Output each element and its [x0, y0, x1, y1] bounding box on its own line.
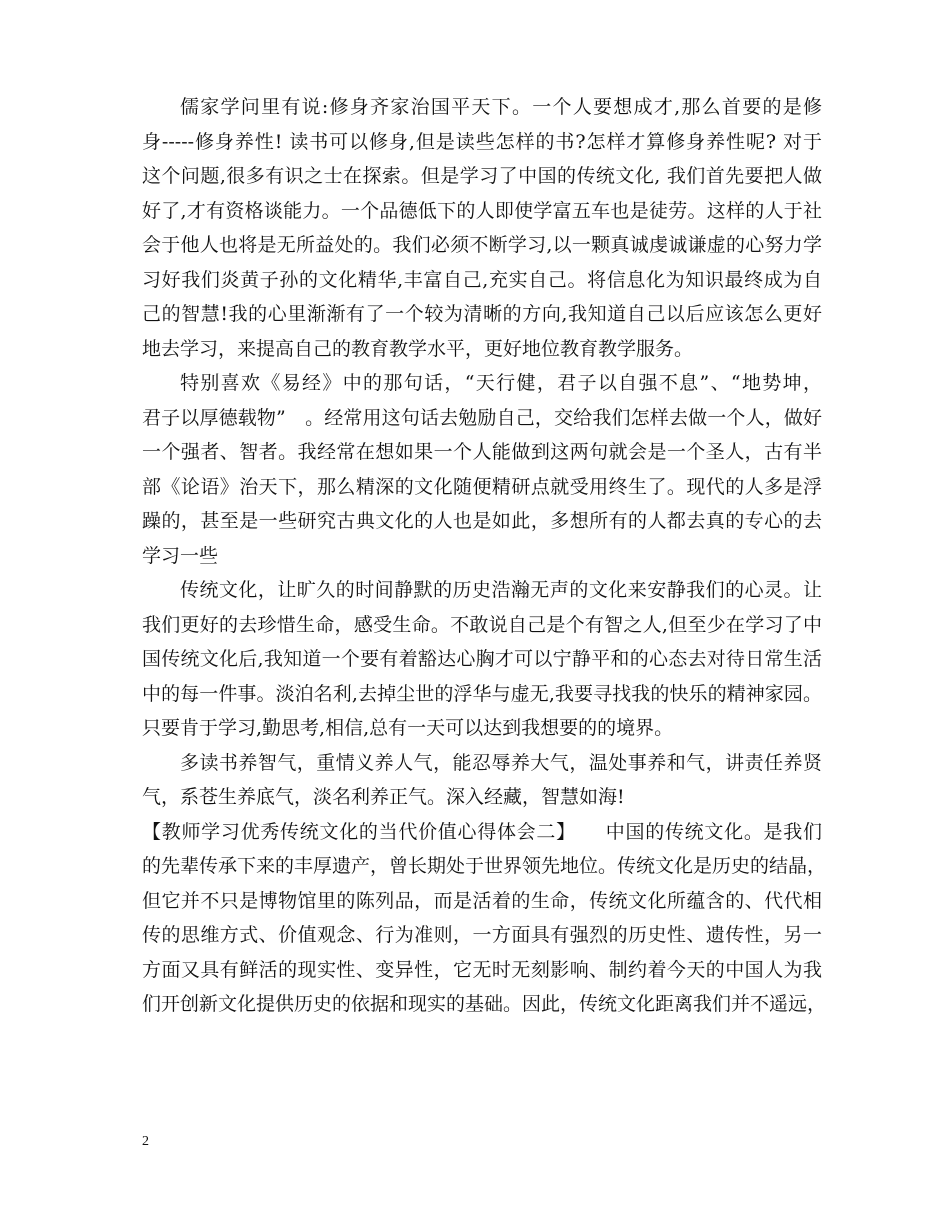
text-line: 我们更好的去珍惜生命，感受生命。不敢说自己是个有智之人,但至少在学习了中: [142, 613, 822, 636]
text-line: 学习一些: [142, 544, 219, 567]
text-line: 这个问题,很多有识之士在探索。但是学习了中国的传统文化, 我们首先要把人做: [142, 165, 822, 187]
text-line: 传统文化，让旷久的时间静默的历史浩瀚无声的文化来安静我们的心灵。让: [180, 579, 822, 601]
text-line: 君子以厚德载物” 。经常用这句话去勉励自己，交给我们怎样去做一个人，做好: [142, 406, 822, 429]
text-line: 只要肯于学习,勤思考,相信,总有一天可以达到我想要的的境界。: [142, 717, 674, 739]
text-line: 好了,才有资格谈能力。一个品德低下的人即使学富五车也是徒劳。这样的人于社: [142, 199, 822, 222]
text-line: 多读书养智气，重情义养人气，能忍辱养大气，温处事养和气，讲责任养贤: [180, 751, 822, 774]
section-heading-line: 【教师学习优秀传统文化的当代价值心得体会二】 中国的传统文化。是我们: [142, 820, 822, 843]
document-body: [142, 90, 827, 1022]
text-line: 的先辈传承下来的丰厚遗产，曾长期处于世界领先地位。传统文化是历史的结晶，: [142, 855, 827, 877]
text-line: 会于他人也将是无所益处的。我们必须不断学习,以一颗真诚虔诚谦虚的心努力学: [142, 234, 822, 256]
page-number: 2: [142, 1134, 149, 1149]
text-line: 习好我们炎黄子孙的文化精华,丰富自己,充实自己。将信息化为知识最终成为自: [142, 268, 822, 291]
text-line: 中的每一件事。淡泊名利,去掉尘世的浮华与虚无,我要寻找我的快乐的精神家园。: [142, 682, 822, 705]
text-line: 方面又具有鲜活的现实性、变异性，它无时无刻影响、制约着今天的中国人为我: [142, 958, 822, 981]
text-line: 国传统文化后,我知道一个要有着豁达心胸才可以宁静平和的心态去对待日常生活: [142, 648, 822, 670]
text-line: 传的思维方式、价值观念、行为准则，一方面具有强烈的历史性、遗传性，另一: [142, 924, 822, 946]
text-line: 特别喜欢《易经》中的那句话，“天行健，君子以自强不息”、“地势坤，: [180, 372, 822, 394]
text-line: 但它并不只是博物馆里的陈列品，而是活着的生命，传统文化所蕴含的、代代相: [142, 889, 822, 912]
text-line: 气，系苍生养底气，淡名利养正气。深入经藏，智慧如海!: [142, 786, 625, 808]
text-line: 身-----修身养性! 读书可以修身,但是读些怎样的书?怎样才算修身养性呢? 对于: [142, 130, 822, 153]
text-line: 们开创新文化提供历史的依据和现实的基础。因此，传统文化距离我们并不遥远，: [142, 993, 827, 1015]
text-line: 己的智慧!我的心里渐渐有了一个较为清晰的方向,我知道自己以后应该怎么更好: [142, 303, 822, 325]
text-line: 一个强者、智者。我经常在想如果一个人能做到这两句就会是一个圣人，古有半: [142, 441, 822, 463]
text-line: 躁的，甚至是一些研究古典文化的人也是如此，多想所有的人都去真的专心的去: [142, 510, 822, 532]
text-line: 儒家学问里有说:修身齐家治国平天下。一个人要想成才,那么首要的是修: [180, 96, 822, 118]
text-line: 部《论语》治天下，那么精深的文化随便精研点就受用终生了。现代的人多是浮: [142, 475, 822, 498]
text-line: 地去学习，来提高自己的教育教学水平，更好地位教育教学服务。: [142, 337, 694, 360]
